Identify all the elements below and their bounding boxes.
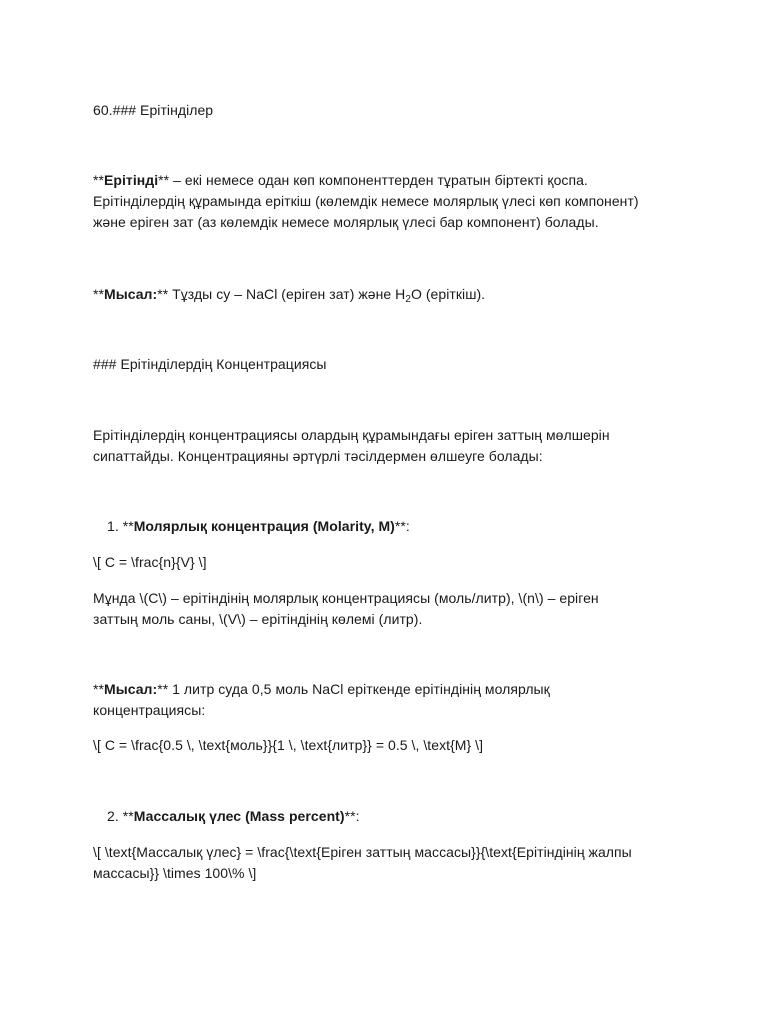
explanation-text-1: Мұнда \(C\) – ерітіндінің молярлық концентрациясы (моль/литр), \(n\) – еріген — [93, 590, 599, 606]
example-2-line-1 — [93, 679, 550, 700]
list-item-mass-percent — [107, 806, 360, 827]
example-text-end: O (еріткіш). — [410, 286, 486, 302]
markdown-asterisks: **: — [344, 808, 360, 824]
example-label: Мысал: — [104, 286, 158, 302]
intro-text-2: сипаттайды. Концентрацияны әртүрлі тәсілдермен өлшеуге болады: — [93, 448, 543, 464]
explanation-line-1 — [93, 588, 599, 609]
formula-text: \[ C = \frac{n}{V} \] — [93, 554, 207, 570]
markdown-asterisks: **: — [394, 518, 410, 534]
heading-text-2: ### Ерітінділердің Концентрациясы — [93, 356, 327, 372]
list-number: 1. ** — [107, 518, 134, 534]
markdown-asterisks: ** — [93, 286, 104, 302]
heading-solutions — [93, 100, 213, 121]
definition-line-2 — [93, 191, 639, 212]
markdown-asterisks: ** — [93, 681, 104, 697]
formula-mass-percent-line-2 — [93, 863, 256, 884]
list-item-title: Массалық үлес (Mass percent) — [133, 808, 345, 824]
example-1 — [93, 284, 485, 305]
intro-line-2 — [93, 446, 543, 467]
example-label: Мысал: — [104, 681, 158, 697]
heading-text: 60.### Ерітінділер — [93, 102, 214, 118]
example-text: ** 1 литр суда 0,5 моль NaCl еріткенде ерітіндінің молярлық — [157, 681, 550, 697]
definition-text-2: Ерітінділердің құрамында еріткіш (көлемдік немесе молярлық үлесі көп компонент) — [93, 193, 639, 209]
definition-line-3 — [93, 212, 599, 233]
markdown-asterisks: ** — [93, 172, 104, 188]
heading-concentration — [93, 354, 327, 375]
formula-mass-percent-line-1 — [93, 842, 632, 863]
definition-term: Ерітінді — [104, 172, 159, 188]
formula-text: \[ C = \frac{0.5 \, \text{моль}}{1 \, \text{литр}} = 0.5 \, \text{M} \] — [93, 737, 484, 753]
intro-line-1 — [93, 425, 610, 446]
subscript-2: 2 — [405, 294, 411, 305]
formula-text: \[ \text{Массалық үлес} = \frac{\text{Еріген заттың массасы}}{\text{Ерітіндінің жалпы — [93, 844, 632, 860]
intro-text-1: Ерітінділердің концентрациясы олардың құрамындағы еріген заттың мөлшерін — [93, 427, 610, 443]
list-item-title: Молярлық концентрация (Molarity, M) — [133, 518, 395, 534]
definition-text: ** – екі немесе одан көп компоненттерден тұратын біртекті қоспа. — [158, 172, 588, 188]
example-text-2: концентрациясы: — [93, 702, 206, 718]
formula-molarity — [93, 552, 207, 573]
definition-text-3: және еріген зат (аз көлемдік немесе молярлық үлесі бар компонент) болады. — [93, 214, 599, 230]
definition-line-1 — [93, 170, 588, 191]
list-number: 2. ** — [107, 808, 134, 824]
example-2-line-2 — [93, 700, 205, 721]
example-text: ** Тұзды су – NaCl (еріген зат) және H — [157, 286, 406, 302]
list-item-molarity — [107, 516, 410, 537]
explanation-line-2 — [93, 609, 422, 630]
formula-molarity-example — [93, 735, 483, 756]
formula-text-2: массасы}} \times 100\% \] — [93, 865, 257, 881]
explanation-text-2: заттың моль саны, \(V\) – ерітіндінің көлемі (литр). — [93, 611, 423, 627]
